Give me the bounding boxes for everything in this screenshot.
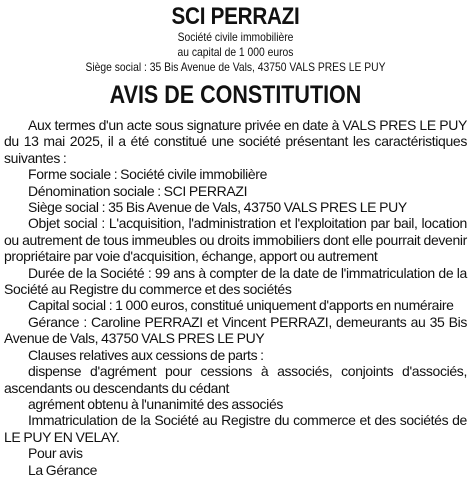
registration-paragraph: Immatriculation de la Société au Registre du commerce et des sociétés de LE PUY EN VELAY. <box>4 412 467 445</box>
approval-exemption-paragraph: dispense d'agrément pour cessions à associés, conjoints d'associés, ascendants ou descendants du cédant <box>4 363 467 396</box>
registered-office-line: Siège social : 35 Bis Avenue de Vals, 43750 VALS PRES LE PUY <box>28 199 407 216</box>
share-transfer-clauses-line: Clauses relatives aux cessions de parts : <box>28 346 264 363</box>
legal-notice <box>0 3 473 478</box>
share-capital-line: Capital social : 1 000 euros, constitué uniquement d'apports en numéraire <box>28 297 454 314</box>
company-denomination-line: Dénomination sociale : SCI PERRAZI <box>28 182 248 199</box>
company-capital-line: au capital de 1 000 euros <box>177 45 294 59</box>
closing-pour-avis: Pour avis <box>28 445 83 462</box>
corporate-purpose-paragraph: Objet social : L'acquisition, l'administration et l'exploitation par bail, location ou autrement de tous immeubles ou droits immobiliers dont elle pourrait devenir propriétaire par voie d'acquisition, échange, apport ou autrement <box>4 215 467 265</box>
unanimous-approval-line: agrément obtenu à l'unanimité des associés <box>28 395 284 412</box>
company-name: SCI PERRAZI <box>171 3 300 30</box>
company-form-line: Société civile immobilière <box>177 30 294 44</box>
legal-form-line: Forme sociale : Société civile immobilière <box>28 166 268 183</box>
company-address-line: Siège social : 35 Bis Avenue de Vals, 43750 VALS PRES LE PUY <box>85 60 386 74</box>
notice-body <box>4 117 467 478</box>
notice-title: AVIS DE CONSTITUTION <box>109 81 362 109</box>
closing-signature: La Gérance <box>28 461 98 478</box>
management-paragraph: Gérance : Caroline PERRAZI et Vincent PERRAZI, demeurants au 35 Bis Avenue de Vals, 43750 VALS PRES LE PUY <box>4 313 467 347</box>
duration-paragraph: Durée de la Société : 99 ans à compter de la date de l'immatriculation de la Société au Registre du commerce et des sociétés <box>4 264 467 298</box>
intro-paragraph: Aux termes d'un acte sous signature privée en date à VALS PRES LE PUY du 13 mai 2025, il a été constitué une société présentant les caractéristiques suivantes : <box>4 117 467 166</box>
